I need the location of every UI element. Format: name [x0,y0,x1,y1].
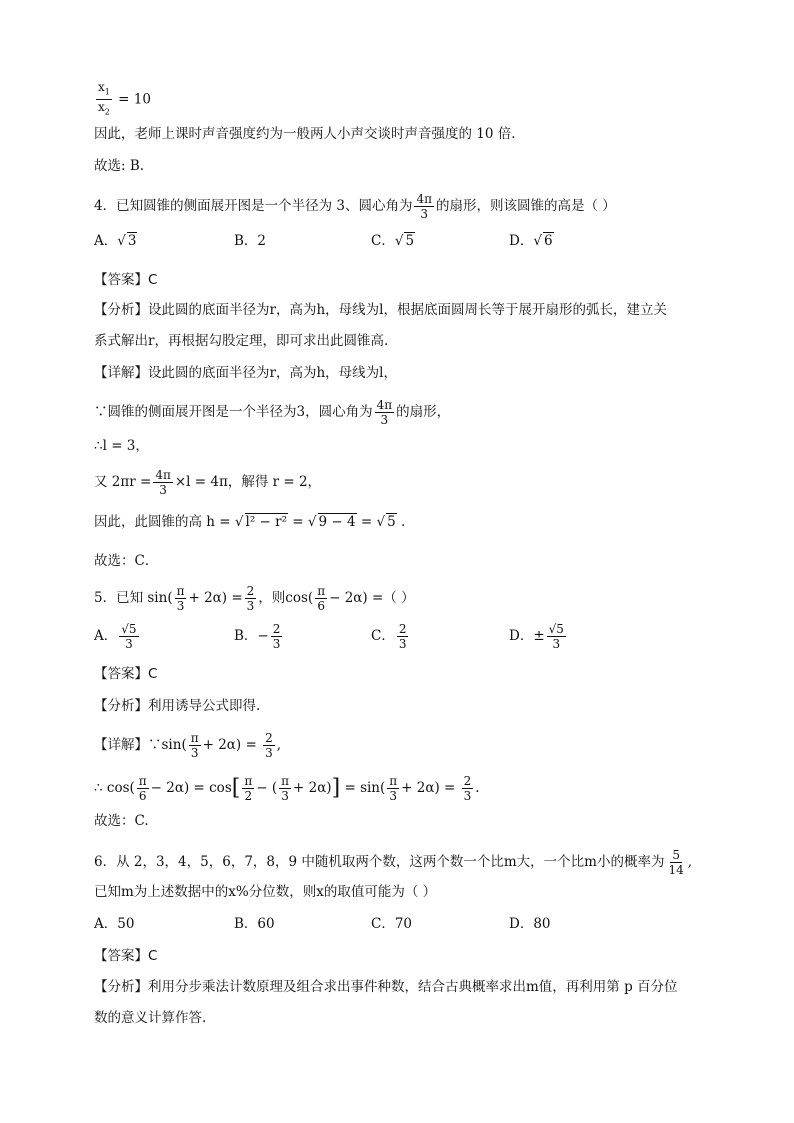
ratio-equation: $\frac{x_1}{x_2}$ = 10 [98,80,151,117]
q6-option-c: C．70 [371,916,413,932]
q5-detail-line2: ∴ cos( $\frac{\pi}{6}$ − 2α) = cos[ $\frac{\pi}{2}$ − ( $\frac{\pi}{3}$ + 2α)] = sin( $\frac{\pi}{3}$ + 2α) = $\frac{2}{3}$ . [94,774,480,803]
q4-option-b: B．2 [234,233,267,249]
q4-answer: 【答案】C [94,272,158,288]
q6-answer: 【答案】C [94,948,158,964]
q5-answer: 【答案】C [94,666,158,682]
q4-analysis-line2: 系式解出r，再根据勾股定理，即可求出此圆锥高. [94,333,389,349]
q4-option-c: C．√ 5 [371,233,415,249]
q6-analysis-line2: 数的意义计算作答. [94,1010,207,1026]
question-6-line1: 6．从 2，3，4，5，6，7，8，9 中随机取两个数，这两个数一个比m大，一个比m小的概率为 $\frac{5}{14}$ , [94,848,693,877]
q5-detail-line1: 【详解】∵sin( $\frac{\pi}{3}$ + 2α) = $\frac{2}{3}$ , [94,731,282,760]
conclusion-text: 因此，老师上课时声音强度约为一般两人小声交谈时声音强度的 10 倍. [94,126,516,142]
choice-text: 故选: B. [94,158,145,174]
q6-option-b: B．60 [234,916,275,932]
q4-choice: 故选：C． [94,553,159,569]
q5-option-c: C． $\frac{2}{3}$ [371,622,407,651]
question-6-line2: 已知m为上述数据中的x%分位数，则x的取值可能为（ ） [94,884,437,900]
q5-option-a: A． $\frac{√5}{3}$ [94,622,137,651]
q4-detail-line4: 又 2πr = $\frac{4\pi}{3}$ ×l = 4π，解得 r = 2， [94,468,322,497]
q4-analysis-line1: 【分析】设此圆的底面半径为r，高为h，母线为l，根据底面圆周长等于展开扇形的弧长，建立关 [94,302,667,318]
q6-option-a: A．50 [94,916,135,932]
q4-detail-line2: ∵圆锥的侧面展开图是一个半径为3，圆心角为 $\frac{4\pi}{3}$ 的扇形， [94,398,451,427]
question-5: 5．已知 sin( $\frac{\pi}{3}$ + 2α) = $\frac{2}{3}$ ，则cos( $\frac{\pi}{6}$ − 2α) =（ ） [94,584,415,613]
q5-analysis: 【分析】利用诱导公式即得. [94,698,261,714]
q5-option-d: D．± $\frac{√5}{3}$ [509,622,564,651]
question-4: 4．已知圆锥的侧面展开图是一个半径为 3、圆心角为 $\frac{4\pi}{3}$ 的扇形，则该圆锥的高是（ ） [94,192,616,221]
q6-analysis-line1: 【分析】利用分步乘法计数原理及组合求出事件种数，结合古典概率求出m值，再利用第 p 百分位 [94,979,678,995]
q4-detail-line1: 【详解】设此圆的底面半径为r，高为h，母线为l， [94,365,397,381]
q4-detail-line3: ∴l = 3， [94,438,149,454]
q5-option-b: B．− $\frac{2}{3}$ [234,622,281,651]
q6-option-d: D．80 [509,916,551,932]
q4-option-d: D．√ 6 [509,233,553,249]
q4-detail-line5: 因此，此圆锥的高 h = √ l² − r² = √ 9 − 4 = √ 5 . [94,514,406,530]
q5-choice: 故选：C. [94,813,149,829]
q4-option-a: A．√ 3 [94,233,137,249]
